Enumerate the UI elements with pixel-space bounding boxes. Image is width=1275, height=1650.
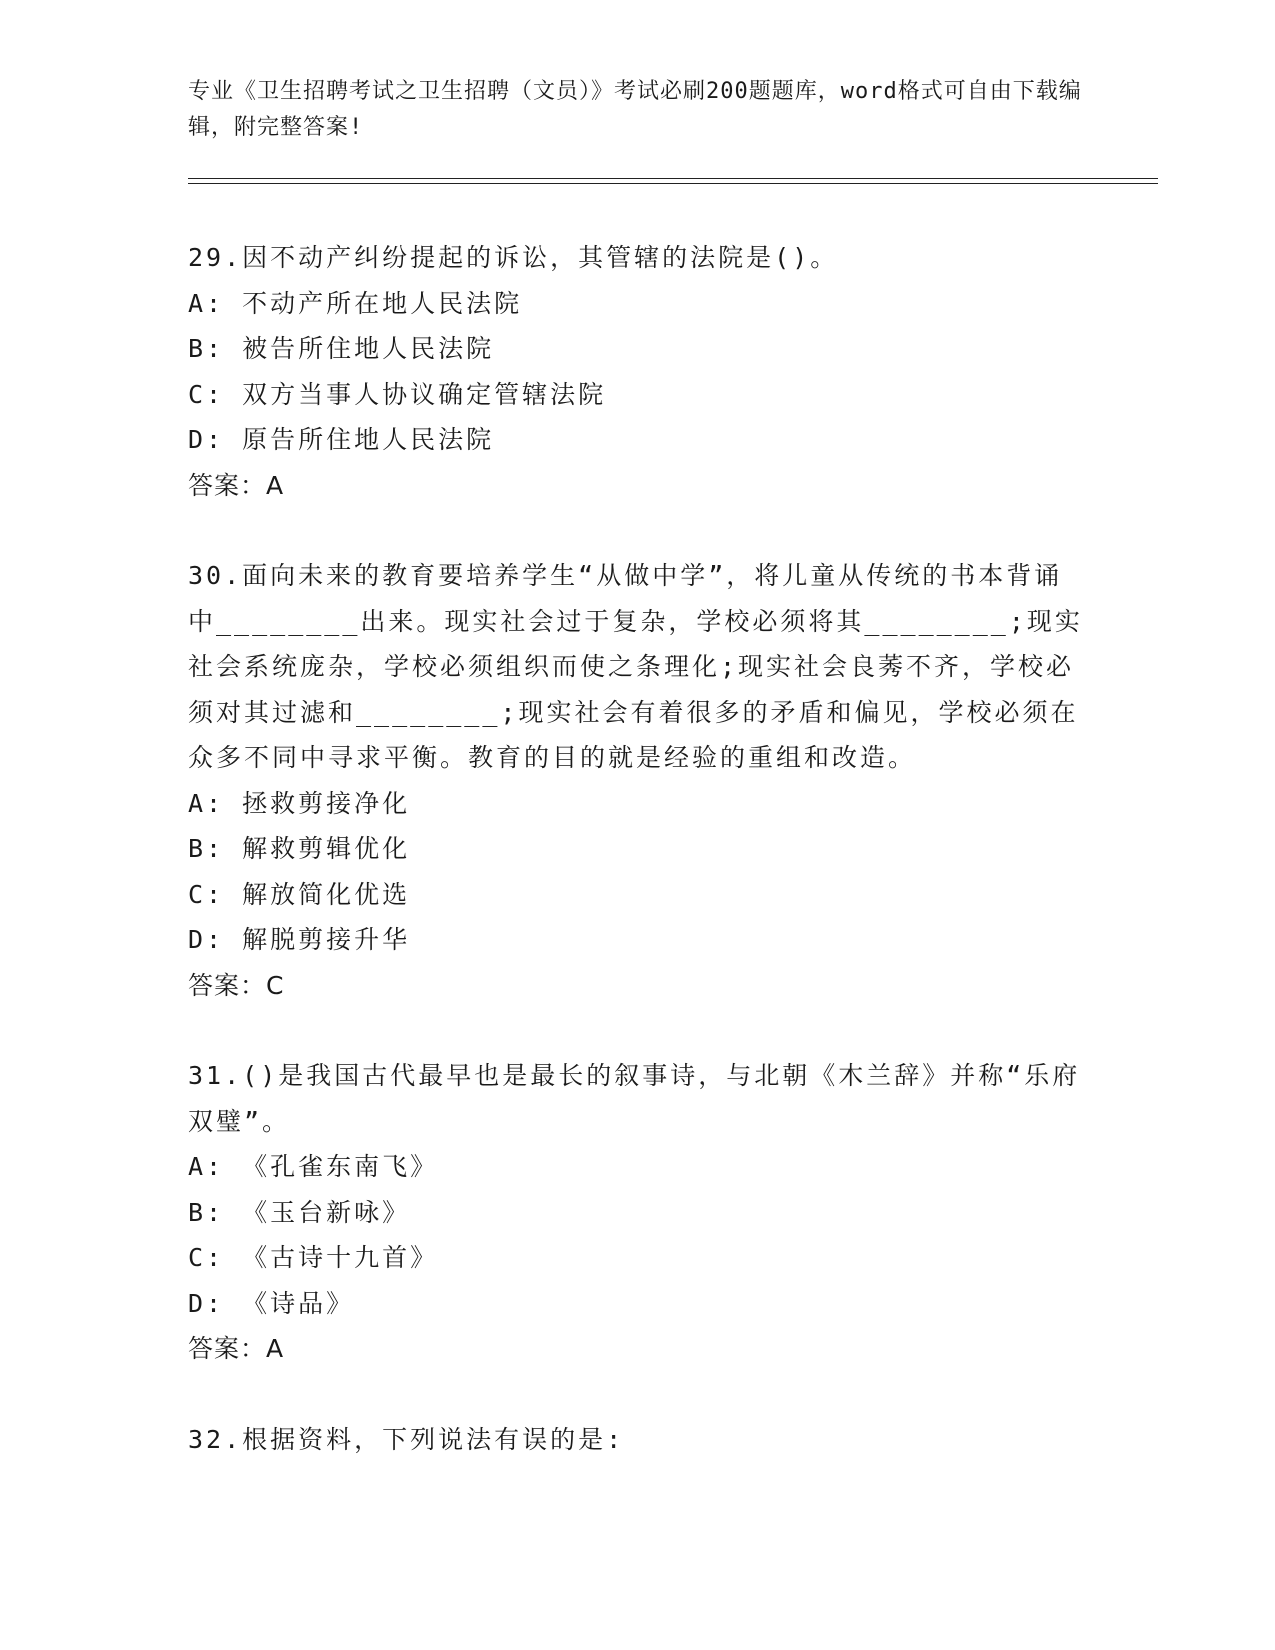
answer-text: 答案：A [188,1334,285,1363]
answer-text: 答案：C [188,970,285,1000]
question-stem: 32.根据资料，下列说法有误的是: [188,1424,625,1454]
option-c: C: 解放简化优选 [188,879,411,909]
option-d: D: 解脱剪接升华 [188,925,411,954]
header-divider-bottom [188,183,1158,184]
question-stem: 30.面向未来的教育要培养学生“从做中学”，将儿童从传统的书本背诵中________出来。现实社会过于复杂，学校必须将其________;现实社会系统庞杂，学校必须组织而使之条理化;现实社会良莠不齐，学校必须对其过滤和________;现实社会有着很多的矛盾和偏见，学校必须在众多不同中寻求平衡。教育的目的就是经验的重组和改造。 [188,561,1083,772]
option-d: D: 原告所住地人民法院 [188,425,495,454]
question-32 [188,1417,1088,1463]
option-b: B: 被告所住地人民法院 [188,334,495,363]
header-divider-top [188,178,1158,179]
question-30 [188,553,1088,1008]
option-b: B: 《玉台新咏》 [188,1197,411,1227]
option-a: A: 不动产所在地人民法院 [188,288,523,318]
question-31 [188,1053,1088,1372]
option-c: C: 《古诗十九首》 [188,1243,439,1272]
question-list [188,235,1088,1507]
option-b: B: 解救剪辑优化 [188,834,411,863]
option-d: D: 《诗品》 [188,1288,355,1318]
document-header: 专业《卫生招聘考试之卫生招聘（文员）》考试必刷200题题库，word格式可自由下载编辑，附完整答案! [188,79,1082,140]
option-a: A: 《孔雀东南飞》 [188,1152,439,1181]
question-stem: 31.()是我国古代最早也是最长的叙事诗，与北朝《木兰辞》并称“乐府双璧”。 [188,1061,1081,1136]
question-stem: 29.因不动产纠纷提起的诉讼，其管辖的法院是()。 [188,243,839,272]
option-a: A: 拯救剪接净化 [188,788,411,818]
question-29 [188,235,1088,508]
answer-text: 答案：A [188,470,285,500]
option-c: C: 双方当事人协议确定管辖法院 [188,379,607,409]
